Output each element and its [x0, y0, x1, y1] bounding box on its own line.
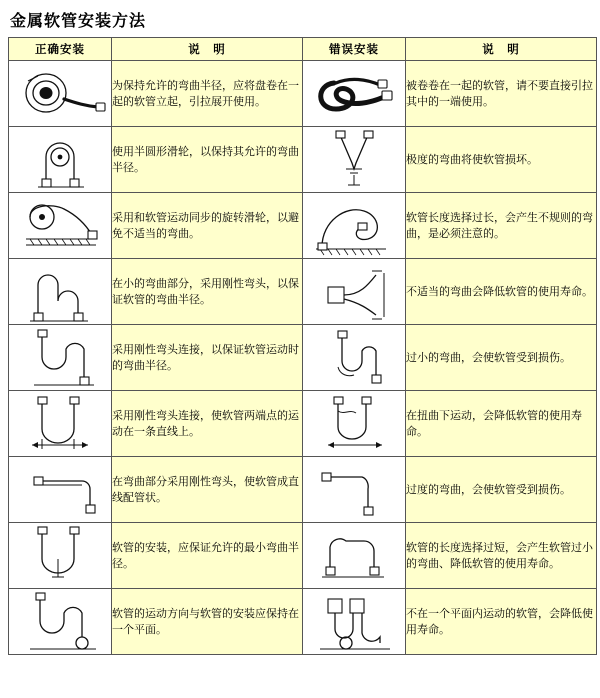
rotating-pulley-chain-icon: [9, 193, 112, 259]
sharp-v-bend-icon: [303, 127, 406, 193]
over-tight-bend-icon: [303, 325, 406, 391]
note-text: 采用刚性弯头连接，使软管两端点的运动在一条直线上。: [112, 391, 303, 457]
note-text: 采用刚性弯头连接，以保证软管运动时的弯曲半径。: [112, 325, 303, 391]
installation-methods-table: [8, 37, 597, 655]
rigid-elbow-small-bend-icon: [9, 259, 112, 325]
note-text: 不在一个平面内运动的软管，会降低使用寿命。: [406, 589, 597, 655]
page-title: 金属软管安装方法: [10, 11, 147, 30]
tangled-coil-hose-icon: [303, 61, 406, 127]
out-of-plane-motion-icon: [303, 589, 406, 655]
table-row: [9, 193, 597, 259]
header-correct-install: 正确安装: [9, 38, 112, 61]
table-row: [9, 391, 597, 457]
note-text: 被卷卷在一起的软管，请不要直接引拉其中的一端使用。: [406, 61, 597, 127]
note-text: 过小的弯曲，会使软管受到损伤。: [406, 325, 597, 391]
note-text: 过度的弯曲，会使软管受到损伤。: [406, 457, 597, 523]
table-row: [9, 457, 597, 523]
table-row: [9, 127, 597, 193]
semicircle-pulley-icon: [9, 127, 112, 193]
note-text: 在弯曲部分采用刚性弯头，使软管成直线配管状。: [112, 457, 303, 523]
note-text: 采用和软管运动同步的旋转滑轮，以避免不适当的弯曲。: [112, 193, 303, 259]
note-text: 软管的安装，应保证允许的最小弯曲半径。: [112, 523, 303, 589]
improper-bend-icon: [303, 259, 406, 325]
header-note-left: 说 明: [112, 38, 303, 61]
straight-piping-elbow-icon: [9, 457, 112, 523]
table-row: [9, 589, 597, 655]
table-row: [9, 259, 597, 325]
note-text: 软管的长度选择过短，会产生软管过小的弯曲、降低软管的使用寿命。: [406, 523, 597, 589]
note-text: 极度的弯曲将使软管损坏。: [406, 127, 597, 193]
table-header-row: [9, 38, 597, 61]
long-loose-hose-icon: [303, 193, 406, 259]
table-row: [9, 325, 597, 391]
twisted-u-bend-icon: [303, 391, 406, 457]
table-row: [9, 523, 597, 589]
note-text: 不适当的弯曲会降低软管的使用寿命。: [406, 259, 597, 325]
header-note-right: 说 明: [406, 38, 597, 61]
note-text: 软管的运动方向与软管的安装应保持在一个平面。: [112, 589, 303, 655]
excessive-bend-icon: [303, 457, 406, 523]
header-wrong-install: 错误安装: [303, 38, 406, 61]
table-row: [9, 61, 597, 127]
note-text: 使用半圆形滑轮，以保持其允许的弯曲半径。: [112, 127, 303, 193]
note-text: 为保持允许的弯曲半径，应将盘卷在一起的软管立起，引拉展开使用。: [112, 61, 303, 127]
rigid-elbow-connection-icon: [9, 325, 112, 391]
coiled-hose-icon: [9, 61, 112, 127]
note-text: 在扭曲下运动，会降低软管的使用寿命。: [406, 391, 597, 457]
note-text: 软管长度选择过长，会产生不规则的弯曲，是必须注意的。: [406, 193, 597, 259]
same-plane-motion-icon: [9, 589, 112, 655]
u-shape-straight-motion-icon: [9, 391, 112, 457]
note-text: 在小的弯曲部分，采用刚性弯头，以保证软管的弯曲半径。: [112, 259, 303, 325]
min-bend-radius-install-icon: [9, 523, 112, 589]
too-long-hose-icon: [303, 523, 406, 589]
